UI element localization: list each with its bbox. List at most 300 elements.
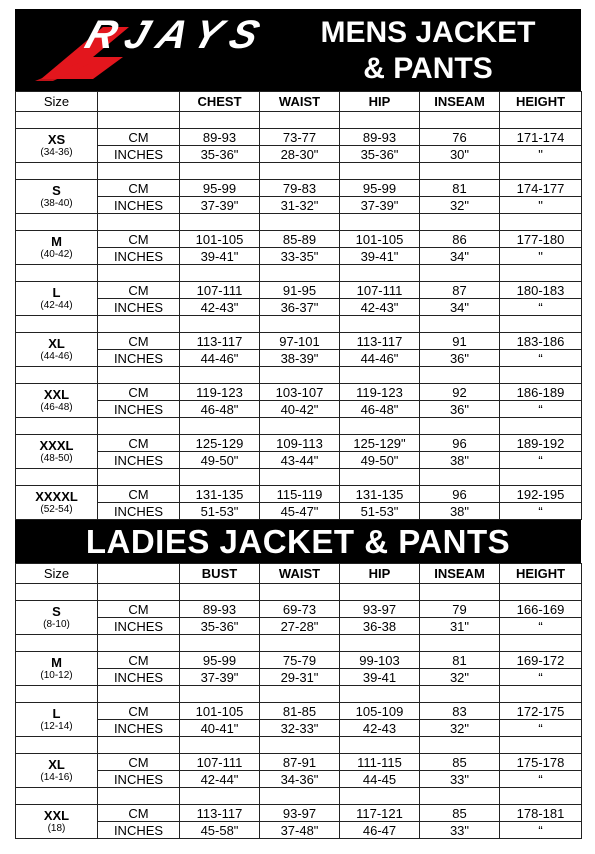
spacer-cell <box>260 367 340 384</box>
column-header: CHEST <box>180 92 260 112</box>
unit-label-inches: INCHES <box>98 401 180 418</box>
table-cell: 40-42" <box>260 401 340 418</box>
spacer-cell <box>98 316 180 333</box>
spacer-row <box>16 737 582 754</box>
table-cell: 174-177 <box>500 180 582 197</box>
table-cell: 101-105 <box>340 231 420 248</box>
table-cell: 42-43 <box>340 720 420 737</box>
mens-title-line1: MENS JACKET <box>320 16 536 49</box>
table-cell: 103-107 <box>260 384 340 401</box>
spacer-row <box>16 214 582 231</box>
table-cell: 79 <box>420 601 500 618</box>
unit-label-cm: CM <box>98 180 180 197</box>
spacer-cell <box>260 686 340 703</box>
table-row <box>16 350 582 367</box>
spacer-cell <box>98 265 180 282</box>
column-header: HIP <box>340 564 420 584</box>
table-cell: 51-53" <box>340 503 420 520</box>
table-cell: 44-45 <box>340 771 420 788</box>
table-cell: 107-111 <box>180 754 260 771</box>
table-cell: 79-83 <box>260 180 340 197</box>
table-cell: 73-77 <box>260 129 340 146</box>
spacer-cell <box>500 584 582 601</box>
table-cell: 31-32" <box>260 197 340 214</box>
table-row <box>16 754 582 771</box>
ladies-title: LADIES JACKET & PANTS <box>15 520 581 563</box>
table-cell: 89-93 <box>340 129 420 146</box>
unit-label-inches: INCHES <box>98 669 180 686</box>
spacer-row <box>16 316 582 333</box>
size-label: M <box>51 233 62 249</box>
size-cell <box>16 486 98 520</box>
column-header: Size <box>16 92 98 112</box>
spacer-row <box>16 112 582 129</box>
table-row <box>16 129 582 146</box>
size-label: XL <box>48 756 65 772</box>
unit-label-cm: CM <box>98 754 180 771</box>
spacer-cell <box>16 316 98 333</box>
table-cell: “ <box>500 299 582 316</box>
table-cell: 32" <box>420 720 500 737</box>
table-cell: 186-189 <box>500 384 582 401</box>
size-chart-page <box>15 9 581 839</box>
table-cell: 37-39" <box>340 197 420 214</box>
table-cell: " <box>500 146 582 163</box>
unit-label-cm: CM <box>98 129 180 146</box>
spacer-cell <box>16 163 98 180</box>
table-cell: 85-89 <box>260 231 340 248</box>
table-cell: 37-39" <box>180 197 260 214</box>
spacer-cell <box>260 265 340 282</box>
table-cell: “ <box>500 350 582 367</box>
table-cell: 115-119 <box>260 486 340 503</box>
table-cell: 49-50" <box>340 452 420 469</box>
table-cell: 131-135 <box>340 486 420 503</box>
table-cell: 92 <box>420 384 500 401</box>
table-cell: “ <box>500 771 582 788</box>
table-row <box>16 146 582 163</box>
unit-label-inches: INCHES <box>98 197 180 214</box>
spacer-cell <box>340 163 420 180</box>
spacer-row <box>16 265 582 282</box>
size-label: L <box>52 705 61 721</box>
size-range: (18) <box>47 822 66 834</box>
size-range: (8-10) <box>43 618 70 630</box>
spacer-cell <box>340 635 420 652</box>
ladies-size-table <box>15 563 582 839</box>
table-cell: 125-129 <box>180 435 260 452</box>
brand-logo-text: RJAYS <box>80 13 275 57</box>
table-cell: 91 <box>420 333 500 350</box>
spacer-cell <box>500 686 582 703</box>
spacer-cell <box>420 112 500 129</box>
table-cell: 95-99 <box>340 180 420 197</box>
table-cell: 131-135 <box>180 486 260 503</box>
size-cell <box>16 601 98 635</box>
table-cell: 75-79 <box>260 652 340 669</box>
size-cell <box>16 180 98 214</box>
table-row <box>16 669 582 686</box>
table-header-row <box>16 564 582 584</box>
table-cell: 27-28" <box>260 618 340 635</box>
size-cell <box>16 231 98 265</box>
spacer-cell <box>16 737 98 754</box>
spacer-cell <box>420 788 500 805</box>
table-cell: 28-30" <box>260 146 340 163</box>
column-header <box>98 564 180 584</box>
spacer-cell <box>340 469 420 486</box>
spacer-cell <box>180 635 260 652</box>
spacer-cell <box>180 584 260 601</box>
size-label: L <box>52 284 61 300</box>
size-cell <box>16 652 98 686</box>
table-cell: 38-39" <box>260 350 340 367</box>
spacer-cell <box>340 418 420 435</box>
table-cell: 44-46" <box>340 350 420 367</box>
table-row <box>16 771 582 788</box>
table-cell: 42-43" <box>340 299 420 316</box>
table-cell: 36-37" <box>260 299 340 316</box>
table-cell: 183-186 <box>500 333 582 350</box>
table-cell: 83 <box>420 703 500 720</box>
spacer-cell <box>98 584 180 601</box>
size-label: XL <box>48 335 65 351</box>
table-row <box>16 822 582 839</box>
table-cell: 46-48" <box>340 401 420 418</box>
spacer-cell <box>500 112 582 129</box>
spacer-cell <box>340 265 420 282</box>
size-label: XXXXL <box>35 488 78 504</box>
spacer-cell <box>500 265 582 282</box>
spacer-cell <box>180 737 260 754</box>
table-cell: 87-91 <box>260 754 340 771</box>
table-cell: 175-178 <box>500 754 582 771</box>
table-cell: 49-50" <box>180 452 260 469</box>
size-range: (48-50) <box>40 452 73 464</box>
spacer-cell <box>98 214 180 231</box>
spacer-cell <box>340 584 420 601</box>
mens-size-table <box>15 91 582 520</box>
table-cell: 32" <box>420 669 500 686</box>
table-cell: " <box>500 248 582 265</box>
size-label: XXL <box>43 386 70 402</box>
size-range: (42-44) <box>40 299 73 311</box>
table-cell: 45-58" <box>180 822 260 839</box>
spacer-cell <box>16 367 98 384</box>
column-header: Size <box>16 564 98 584</box>
unit-label-cm: CM <box>98 703 180 720</box>
spacer-cell <box>500 163 582 180</box>
unit-label-cm: CM <box>98 601 180 618</box>
spacer-cell <box>16 788 98 805</box>
spacer-row <box>16 469 582 486</box>
spacer-cell <box>340 316 420 333</box>
spacer-cell <box>260 316 340 333</box>
spacer-row <box>16 367 582 384</box>
unit-label-inches: INCHES <box>98 822 180 839</box>
table-cell: 42-43" <box>180 299 260 316</box>
spacer-cell <box>180 214 260 231</box>
unit-label-inches: INCHES <box>98 452 180 469</box>
table-cell: 171-174 <box>500 129 582 146</box>
spacer-row <box>16 635 582 652</box>
spacer-row <box>16 788 582 805</box>
table-cell: “ <box>500 452 582 469</box>
table-cell: 192-195 <box>500 486 582 503</box>
table-cell: “ <box>500 401 582 418</box>
unit-label-cm: CM <box>98 652 180 669</box>
spacer-cell <box>16 584 98 601</box>
table-cell: 39-41" <box>180 248 260 265</box>
spacer-cell <box>98 469 180 486</box>
spacer-cell <box>98 686 180 703</box>
spacer-cell <box>500 788 582 805</box>
spacer-cell <box>420 737 500 754</box>
spacer-cell <box>500 635 582 652</box>
column-header: HEIGHT <box>500 92 582 112</box>
table-cell: 38" <box>420 503 500 520</box>
table-row <box>16 452 582 469</box>
table-cell: 113-117 <box>180 333 260 350</box>
table-cell: 113-117 <box>340 333 420 350</box>
table-cell: 95-99 <box>180 180 260 197</box>
size-cell <box>16 282 98 316</box>
table-row <box>16 618 582 635</box>
spacer-cell <box>420 584 500 601</box>
spacer-cell <box>16 214 98 231</box>
table-cell: 119-123 <box>340 384 420 401</box>
table-row <box>16 652 582 669</box>
spacer-cell <box>180 112 260 129</box>
table-cell: 81 <box>420 652 500 669</box>
size-range: (38-40) <box>40 197 73 209</box>
table-cell: 31" <box>420 618 500 635</box>
table-cell: 91-95 <box>260 282 340 299</box>
table-cell: 113-117 <box>180 805 260 822</box>
size-label: S <box>52 603 61 619</box>
size-range: (46-48) <box>40 401 73 413</box>
spacer-cell <box>180 367 260 384</box>
table-cell: “ <box>500 720 582 737</box>
table-cell: 85 <box>420 805 500 822</box>
size-cell <box>16 754 98 788</box>
table-cell: 33-35" <box>260 248 340 265</box>
table-cell: 33" <box>420 822 500 839</box>
table-row <box>16 384 582 401</box>
table-cell: " <box>500 197 582 214</box>
spacer-cell <box>500 737 582 754</box>
spacer-cell <box>420 316 500 333</box>
table-cell: 96 <box>420 486 500 503</box>
table-cell: 95-99 <box>180 652 260 669</box>
table-cell: 119-123 <box>180 384 260 401</box>
table-cell: 105-109 <box>340 703 420 720</box>
table-cell: 69-73 <box>260 601 340 618</box>
spacer-cell <box>420 163 500 180</box>
table-cell: 51-53" <box>180 503 260 520</box>
table-row <box>16 180 582 197</box>
size-range: (44-46) <box>40 350 73 362</box>
spacer-cell <box>260 635 340 652</box>
spacer-cell <box>16 112 98 129</box>
table-cell: 34" <box>420 299 500 316</box>
spacer-cell <box>260 737 340 754</box>
table-cell: 99-103 <box>340 652 420 669</box>
table-cell: 76 <box>420 129 500 146</box>
column-header: WAIST <box>260 92 340 112</box>
table-row <box>16 805 582 822</box>
spacer-cell <box>500 469 582 486</box>
table-cell: 39-41 <box>340 669 420 686</box>
size-range: (40-42) <box>40 248 73 260</box>
unit-label-inches: INCHES <box>98 503 180 520</box>
spacer-cell <box>16 265 98 282</box>
table-row <box>16 282 582 299</box>
table-row <box>16 231 582 248</box>
spacer-cell <box>98 367 180 384</box>
table-row <box>16 248 582 265</box>
spacer-cell <box>260 788 340 805</box>
table-cell: 29-31" <box>260 669 340 686</box>
table-cell: 96 <box>420 435 500 452</box>
column-header: HEIGHT <box>500 564 582 584</box>
unit-label-cm: CM <box>98 231 180 248</box>
table-cell: 46-48" <box>180 401 260 418</box>
unit-label-inches: INCHES <box>98 618 180 635</box>
table-cell: 37-48" <box>260 822 340 839</box>
table-row <box>16 720 582 737</box>
spacer-cell <box>340 214 420 231</box>
size-label: M <box>51 654 62 670</box>
table-cell: 172-175 <box>500 703 582 720</box>
column-header: INSEAM <box>420 92 500 112</box>
table-cell: 101-105 <box>180 703 260 720</box>
size-cell <box>16 805 98 839</box>
table-cell: 169-172 <box>500 652 582 669</box>
spacer-cell <box>180 686 260 703</box>
spacer-cell <box>340 686 420 703</box>
table-cell: 37-39" <box>180 669 260 686</box>
spacer-cell <box>180 469 260 486</box>
column-header: BUST <box>180 564 260 584</box>
spacer-cell <box>180 163 260 180</box>
size-range: (12-14) <box>40 720 73 732</box>
column-header: INSEAM <box>420 564 500 584</box>
table-cell: 109-113 <box>260 435 340 452</box>
table-cell: 117-121 <box>340 805 420 822</box>
table-cell: “ <box>500 822 582 839</box>
spacer-cell <box>420 214 500 231</box>
unit-label-cm: CM <box>98 384 180 401</box>
unit-label-inches: INCHES <box>98 299 180 316</box>
size-cell <box>16 384 98 418</box>
size-range: (10-12) <box>40 669 73 681</box>
table-cell: 42-44" <box>180 771 260 788</box>
table-cell: 81 <box>420 180 500 197</box>
size-range: (14-16) <box>40 771 73 783</box>
spacer-cell <box>500 418 582 435</box>
spacer-cell <box>500 367 582 384</box>
spacer-cell <box>420 418 500 435</box>
table-cell: 38" <box>420 452 500 469</box>
spacer-cell <box>98 112 180 129</box>
unit-label-inches: INCHES <box>98 720 180 737</box>
table-cell: 107-111 <box>180 282 260 299</box>
spacer-cell <box>260 163 340 180</box>
mens-title-line2: & PANTS <box>363 52 493 85</box>
table-cell: 101-105 <box>180 231 260 248</box>
table-row <box>16 703 582 720</box>
spacer-cell <box>420 265 500 282</box>
table-cell: 30" <box>420 146 500 163</box>
spacer-cell <box>420 686 500 703</box>
spacer-cell <box>98 737 180 754</box>
table-row <box>16 503 582 520</box>
table-row <box>16 486 582 503</box>
table-cell: 97-101 <box>260 333 340 350</box>
spacer-row <box>16 584 582 601</box>
size-cell <box>16 703 98 737</box>
table-row <box>16 435 582 452</box>
spacer-cell <box>16 635 98 652</box>
column-header: HIP <box>340 92 420 112</box>
table-row <box>16 333 582 350</box>
size-cell <box>16 129 98 163</box>
table-cell: “ <box>500 669 582 686</box>
spacer-row <box>16 686 582 703</box>
unit-label-cm: CM <box>98 805 180 822</box>
table-cell: 93-97 <box>260 805 340 822</box>
table-cell: 36" <box>420 401 500 418</box>
table-cell: 36-38 <box>340 618 420 635</box>
size-range: (52-54) <box>40 503 73 515</box>
table-cell: 166-169 <box>500 601 582 618</box>
spacer-cell <box>260 584 340 601</box>
table-cell: 43-44" <box>260 452 340 469</box>
spacer-cell <box>180 418 260 435</box>
spacer-row <box>16 163 582 180</box>
size-label: XXL <box>43 807 70 823</box>
mens-title <box>303 15 553 87</box>
table-cell: 40-41" <box>180 720 260 737</box>
table-cell: 39-41" <box>340 248 420 265</box>
spacer-cell <box>340 112 420 129</box>
table-row <box>16 401 582 418</box>
table-cell: 178-181 <box>500 805 582 822</box>
table-cell: 85 <box>420 754 500 771</box>
table-row <box>16 197 582 214</box>
table-cell: 177-180 <box>500 231 582 248</box>
table-cell: 35-36" <box>180 146 260 163</box>
table-cell: 44-46" <box>180 350 260 367</box>
table-header-row <box>16 92 582 112</box>
unit-label-cm: CM <box>98 435 180 452</box>
spacer-cell <box>180 265 260 282</box>
spacer-cell <box>180 316 260 333</box>
table-cell: 32-33" <box>260 720 340 737</box>
size-label: XS <box>47 131 66 147</box>
table-cell: 81-85 <box>260 703 340 720</box>
spacer-cell <box>420 635 500 652</box>
table-cell: “ <box>500 503 582 520</box>
unit-label-inches: INCHES <box>98 146 180 163</box>
table-cell: 32" <box>420 197 500 214</box>
size-cell <box>16 333 98 367</box>
unit-label-cm: CM <box>98 333 180 350</box>
table-cell: 180-183 <box>500 282 582 299</box>
table-cell: 35-36" <box>340 146 420 163</box>
size-label: S <box>52 182 61 198</box>
